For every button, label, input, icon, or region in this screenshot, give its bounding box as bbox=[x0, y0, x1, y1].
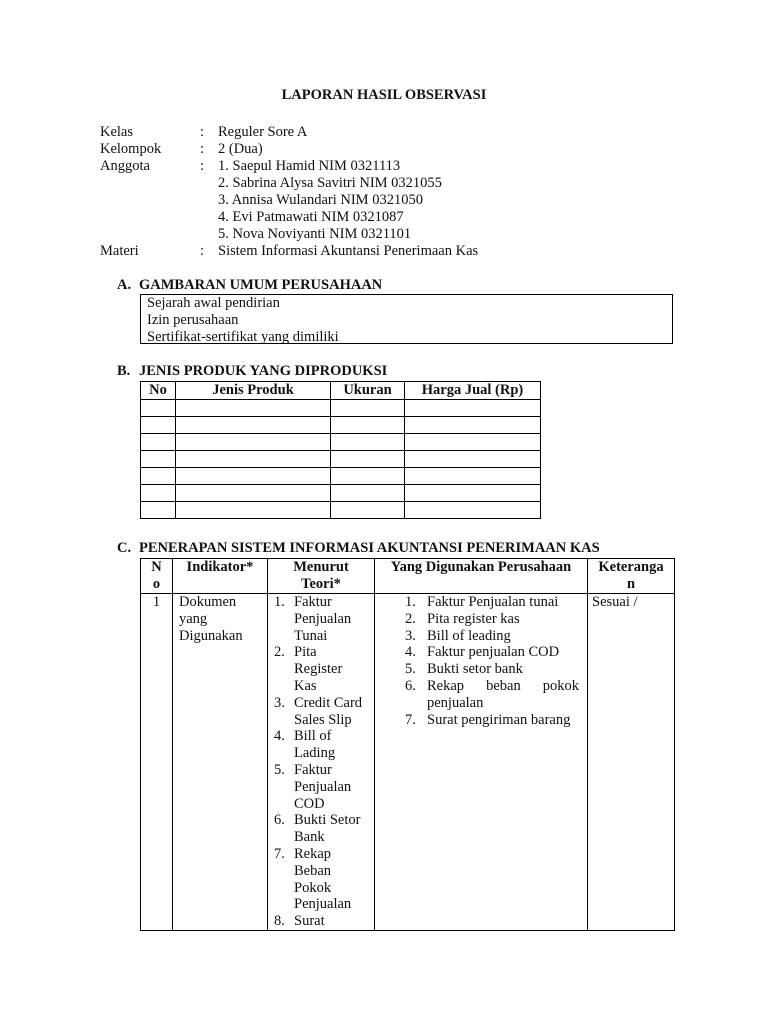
table-row bbox=[141, 434, 541, 451]
list-text-line: Bukti Setor bbox=[294, 812, 361, 829]
section-title: GAMBARAN UMUM PERUSAHAAN bbox=[139, 277, 383, 293]
table-cell bbox=[141, 485, 176, 502]
table-cell bbox=[331, 417, 405, 434]
list-number: 3. bbox=[405, 627, 416, 644]
list-text-line: Lading bbox=[294, 745, 336, 762]
table-cell bbox=[141, 502, 176, 519]
box-line: Izin perusahaan bbox=[147, 312, 239, 328]
col-header-menurut-teori bbox=[268, 559, 375, 594]
section-letter: B. bbox=[117, 363, 131, 379]
table-cell bbox=[141, 451, 176, 468]
table-row bbox=[141, 451, 541, 468]
table-row bbox=[141, 417, 541, 434]
table-cell bbox=[405, 502, 541, 519]
section-a-heading bbox=[117, 277, 382, 294]
table-cell bbox=[331, 485, 405, 502]
table-cell bbox=[331, 400, 405, 417]
perusahaan-list-item bbox=[375, 628, 587, 645]
table-cell bbox=[141, 400, 176, 417]
sia-table bbox=[140, 558, 675, 931]
list-number: 4. bbox=[405, 644, 416, 661]
perusahaan-list-item bbox=[375, 594, 587, 611]
table-row bbox=[141, 502, 541, 519]
header-line: Keteranga bbox=[598, 559, 664, 575]
list-text-line: Pokok bbox=[294, 879, 332, 896]
list-text-line: Beban bbox=[294, 862, 332, 879]
table-cell bbox=[405, 485, 541, 502]
perusahaan-list-item bbox=[375, 678, 587, 712]
table-cell bbox=[405, 417, 541, 434]
table-cell bbox=[141, 434, 176, 451]
info-value: 2 (Dua) bbox=[218, 141, 263, 157]
list-text-line: Bill of bbox=[294, 728, 332, 745]
table-header-row bbox=[141, 382, 541, 400]
table-row bbox=[141, 468, 541, 485]
list-text-line: Faktur bbox=[294, 594, 332, 610]
info-colon: : bbox=[200, 141, 205, 157]
info-value: Sistem Informasi Akuntansi Penerimaan Kas bbox=[218, 243, 479, 259]
col-header-jenis-produk: Jenis Produk bbox=[176, 382, 331, 400]
list-text-line: Faktur bbox=[294, 761, 332, 778]
yang-digunakan-cell bbox=[375, 594, 588, 931]
info-colon: : bbox=[200, 158, 205, 174]
list-text-line: Surat bbox=[294, 913, 325, 930]
table-cell bbox=[176, 434, 331, 451]
indikator-line: Digunakan bbox=[179, 627, 243, 644]
indikator-line: Dokumen bbox=[179, 594, 237, 610]
list-text-line: Sales Slip bbox=[294, 711, 352, 728]
list-text-line: COD bbox=[294, 795, 325, 812]
list-text: Surat pengiriman barang bbox=[427, 711, 571, 728]
col-header-no: No bbox=[141, 382, 176, 400]
info-label: Kelompok bbox=[100, 141, 162, 157]
list-text-line: Penjualan bbox=[294, 896, 352, 913]
member-item: 5. Nova Noviyanti NIM 0321101 bbox=[218, 226, 412, 242]
list-text-line: Tunai bbox=[294, 627, 328, 644]
table-cell bbox=[176, 485, 331, 502]
row-number: 1 bbox=[141, 594, 173, 931]
info-label: Materi bbox=[100, 243, 139, 259]
info-colon: : bbox=[200, 243, 205, 259]
teori-list-item bbox=[268, 913, 374, 930]
list-number: 6. bbox=[274, 812, 285, 829]
member-item: 2. Sabrina Alysa Savitri NIM 0321055 bbox=[218, 175, 442, 191]
teori-list-item bbox=[268, 594, 374, 644]
perusahaan-list-item bbox=[375, 712, 587, 729]
list-text: Faktur penjualan COD bbox=[427, 644, 560, 661]
table-cell bbox=[331, 434, 405, 451]
table-cell bbox=[405, 451, 541, 468]
list-text-line: Bank bbox=[294, 829, 325, 846]
table-cell bbox=[405, 400, 541, 417]
table-cell bbox=[331, 451, 405, 468]
section-letter: C. bbox=[117, 540, 132, 556]
member-item: 1. Saepul Hamid NIM 0321113 bbox=[218, 158, 401, 174]
list-text-line: Kas bbox=[294, 677, 317, 694]
table-cell bbox=[176, 400, 331, 417]
table-cell bbox=[176, 451, 331, 468]
list-number: 5. bbox=[274, 761, 285, 778]
section-letter: A. bbox=[117, 277, 132, 293]
table-cell bbox=[405, 434, 541, 451]
teori-list-item bbox=[268, 846, 374, 913]
member-item: 3. Annisa Wulandari NIM 0321050 bbox=[218, 192, 423, 208]
list-text-line: Rekap bbox=[294, 845, 332, 862]
list-number: 1. bbox=[405, 594, 416, 610]
table-cell bbox=[176, 417, 331, 434]
section-b-heading bbox=[117, 363, 387, 380]
box-line: Sejarah awal pendirian bbox=[147, 295, 280, 311]
info-label: Anggota bbox=[100, 158, 150, 174]
col-header-keterangan bbox=[588, 559, 675, 594]
info-value: Reguler Sore A bbox=[218, 124, 308, 140]
list-text: Bill of leading bbox=[427, 627, 511, 644]
product-table bbox=[140, 381, 541, 519]
table-cell bbox=[176, 502, 331, 519]
table-header-row bbox=[141, 559, 675, 594]
perusahaan-list-item bbox=[375, 644, 587, 661]
header-line: o bbox=[152, 576, 161, 592]
list-number: 3. bbox=[274, 694, 285, 711]
table-row bbox=[141, 400, 541, 417]
list-number: 7. bbox=[274, 845, 285, 862]
table-cell bbox=[331, 468, 405, 485]
list-text: Pita register kas bbox=[427, 610, 520, 627]
page-title: LAPORAN HASIL OBSERVASI bbox=[281, 87, 487, 103]
member-item: 4. Evi Patmawati NIM 0321087 bbox=[218, 209, 404, 225]
list-text: Faktur Penjualan tunai bbox=[427, 594, 559, 610]
list-number: 8. bbox=[274, 913, 285, 930]
col-header-no bbox=[141, 559, 173, 594]
teori-list-item bbox=[268, 728, 374, 762]
col-header-harga-jual: Harga Jual (Rp) bbox=[405, 382, 541, 400]
info-colon: : bbox=[200, 124, 205, 140]
keterangan-cell: Sesuai / bbox=[588, 594, 675, 931]
table-cell bbox=[331, 502, 405, 519]
teori-list-item bbox=[268, 812, 374, 846]
table-cell bbox=[405, 468, 541, 485]
list-text-line: Register bbox=[294, 661, 343, 678]
table-row bbox=[141, 594, 675, 931]
teori-list-item bbox=[268, 762, 374, 812]
header-line: Menurut bbox=[293, 559, 349, 575]
col-header-indikator: Indikator* bbox=[173, 559, 268, 594]
list-number: 2. bbox=[274, 644, 285, 661]
menurut-teori-cell bbox=[268, 594, 375, 931]
box-line: Sertifikat-sertifikat yang dimiliki bbox=[147, 329, 339, 345]
section-a-box bbox=[140, 294, 673, 344]
table-row bbox=[141, 485, 541, 502]
list-text-line: Pita bbox=[294, 644, 317, 661]
section-c-heading bbox=[117, 540, 600, 557]
header-line: N bbox=[151, 559, 162, 575]
table-cell bbox=[141, 417, 176, 434]
indikator-cell bbox=[173, 594, 268, 931]
list-text: Bukti setor bank bbox=[427, 661, 523, 678]
col-header-ukuran: Ukuran bbox=[331, 382, 405, 400]
perusahaan-list-item bbox=[375, 611, 587, 628]
table-cell bbox=[176, 468, 331, 485]
list-number: 2. bbox=[405, 610, 416, 627]
list-number: 5. bbox=[405, 661, 416, 678]
header-line: n bbox=[626, 576, 636, 592]
indikator-line: yang bbox=[179, 610, 208, 627]
list-number: 1. bbox=[274, 594, 285, 610]
section-title: PENERAPAN SISTEM INFORMASI AKUNTANSI PENERIMAAN KAS bbox=[139, 540, 600, 556]
info-label: Kelas bbox=[100, 124, 134, 140]
perusahaan-list-item bbox=[375, 661, 587, 678]
list-number: 4. bbox=[274, 728, 285, 745]
list-text: Rekap beban pokok penjualan bbox=[427, 677, 579, 711]
list-text-line: Credit Card bbox=[294, 694, 363, 711]
list-number: 7. bbox=[405, 711, 416, 728]
table-cell bbox=[141, 468, 176, 485]
list-text-line: Penjualan bbox=[294, 778, 352, 795]
teori-list-item bbox=[268, 695, 374, 729]
col-header-yang-digunakan: Yang Digunakan Perusahaan bbox=[375, 559, 588, 594]
list-number: 6. bbox=[405, 677, 416, 694]
section-title: JENIS PRODUK YANG DIPRODUKSI bbox=[139, 363, 388, 379]
header-line: Teori* bbox=[301, 576, 341, 592]
teori-list-item bbox=[268, 644, 374, 694]
list-text-line: Penjualan bbox=[294, 610, 352, 627]
